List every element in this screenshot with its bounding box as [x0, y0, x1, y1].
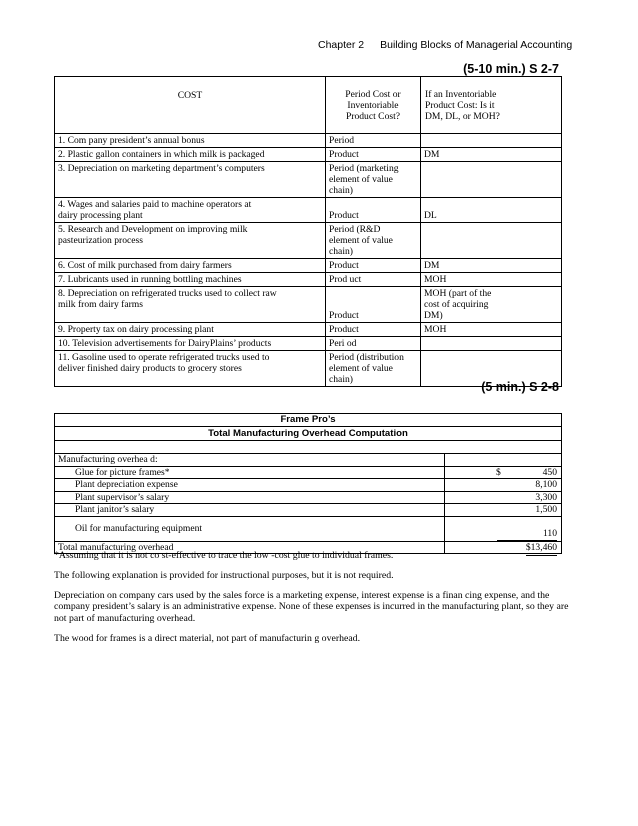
total-label: Total manufacturing overhead: [55, 541, 445, 554]
page-header: [318, 39, 572, 51]
table-row: [55, 134, 562, 148]
note-paragraph: The wood for frames is a direct material, not part of manufacturin g overhead.: [54, 632, 361, 644]
type-cell: MOH (part of the cost of acquiring DM): [421, 287, 562, 323]
cost-cell: 9. Property tax on dairy processing plant: [55, 323, 326, 337]
table-row: [55, 148, 562, 162]
overhead-item-amount: 8,100: [445, 479, 562, 492]
period-cell: Period (marketing element of value chain): [326, 162, 421, 198]
chapter-label: Chapter 2: [318, 39, 365, 51]
period-cell: Product: [326, 198, 421, 223]
cost-cell: 8. Depreciation on refrigerated trucks used to collect raw milk from dairy farms: [55, 287, 326, 323]
cost-cell: 11. Gasoline used to operate refrigerated trucks used to deliver finished dairy products to grocery stores: [55, 351, 326, 387]
overhead-item-row: [55, 479, 562, 492]
table-row: [55, 259, 562, 273]
inventoriable-header: If an Inventoriable Product Cost: Is it DM, DL, or MOH?: [421, 77, 562, 134]
overhead-item-label: Plant depreciation expense: [55, 479, 445, 492]
cost-cell: 3. Depreciation on marketing department’s computers: [55, 162, 326, 198]
type-cell: MOH: [421, 323, 562, 337]
type-cell: DM: [421, 148, 562, 162]
table-header-row: [55, 77, 562, 134]
company-name: Frame Pro’s: [55, 414, 562, 427]
cost-cell: 10. Television advertisements for DairyPlains’ products: [55, 337, 326, 351]
table-row: [55, 337, 562, 351]
table-row: [55, 273, 562, 287]
overhead-item-amount: 3,300: [445, 491, 562, 504]
overhead-item-label: Oil for manufacturing equipment: [55, 516, 445, 541]
cost-cell: 2. Plastic gallon containers in which milk is packaged: [55, 148, 326, 162]
period-cell: Period: [326, 134, 421, 148]
total-amount: $13,460: [445, 541, 562, 554]
overhead-label: Manufacturing overhea d:: [55, 454, 445, 467]
type-cell: DL: [421, 198, 562, 223]
overhead-item-row: [55, 491, 562, 504]
overhead-amount-empty: [445, 454, 562, 467]
cost-cell: 5. Research and Development on improving milk pasteurization process: [55, 223, 326, 259]
period-cell: Period (R&D element of value chain): [326, 223, 421, 259]
spacer-row: [55, 441, 562, 454]
period-cell: Period (distribution element of value chain): [326, 351, 421, 387]
table-row: [55, 287, 562, 323]
type-cell: [421, 162, 562, 198]
type-cell: [421, 223, 562, 259]
overhead-item-label: Glue for picture frames*: [55, 466, 445, 479]
table-row: [55, 162, 562, 198]
period-cell: Product: [326, 323, 421, 337]
note-paragraph: *Assuming that it is not co st-effective to trace the low -cost glue to individual frames.: [54, 550, 394, 561]
overhead-item-label: Plant supervisor’s salary: [55, 491, 445, 504]
type-cell: [421, 134, 562, 148]
table-row: [55, 198, 562, 223]
s28-title: (5 min.) S 2-8: [481, 380, 559, 394]
type-cell: DM: [421, 259, 562, 273]
period-header: Period Cost or Inventoriable Product Cost?: [326, 77, 421, 134]
overhead-item-row: [55, 504, 562, 517]
period-cell: Product: [326, 148, 421, 162]
overhead-item-row: [55, 516, 562, 541]
note-paragraph: Depreciation on company cars used by the sales force is a marketing expense, interest expense is a finan cing expense, and the company president’s salary is an administrative expense. None of these expenses is incurred in the manufacturing plant, so they are not part of manufacturing overhead.: [54, 589, 569, 625]
overhead-item-amount: $ 450: [445, 466, 562, 479]
overhead-item-amount: 1,500: [445, 504, 562, 517]
chapter-title: Building Blocks of Managerial Accounting: [380, 39, 573, 51]
cost-cell: 6. Cost of milk purchased from dairy farmers: [55, 259, 326, 273]
computation-title: Total Manufacturing Overhead Computation: [55, 427, 562, 441]
table-row: [55, 323, 562, 337]
overhead-item-amount: 110: [445, 516, 562, 541]
notes: [54, 550, 574, 653]
type-cell: MOH: [421, 273, 562, 287]
s28-overhead-table: [54, 413, 562, 554]
cost-header: COST: [55, 77, 326, 134]
period-cell: Peri od: [326, 337, 421, 351]
cost-cell: 1. Com pany president’s annual bonus: [55, 134, 326, 148]
period-cell: Prod uct: [326, 273, 421, 287]
overhead-item-row: [55, 466, 562, 479]
s27-title: (5-10 min.) S 2-7: [463, 62, 559, 76]
period-cell: Product: [326, 287, 421, 323]
type-cell: [421, 337, 562, 351]
overhead-item-label: Plant janitor’s salary: [55, 504, 445, 517]
note-paragraph: The following explanation is provided for instructional purposes, but it is not required.: [54, 569, 394, 581]
period-cell: Product: [326, 259, 421, 273]
table-row: [55, 223, 562, 259]
s27-cost-table: [54, 76, 562, 387]
cost-cell: 7. Lubricants used in running bottling machines: [55, 273, 326, 287]
cost-cell: 4. Wages and salaries paid to machine operators at dairy processing plant: [55, 198, 326, 223]
